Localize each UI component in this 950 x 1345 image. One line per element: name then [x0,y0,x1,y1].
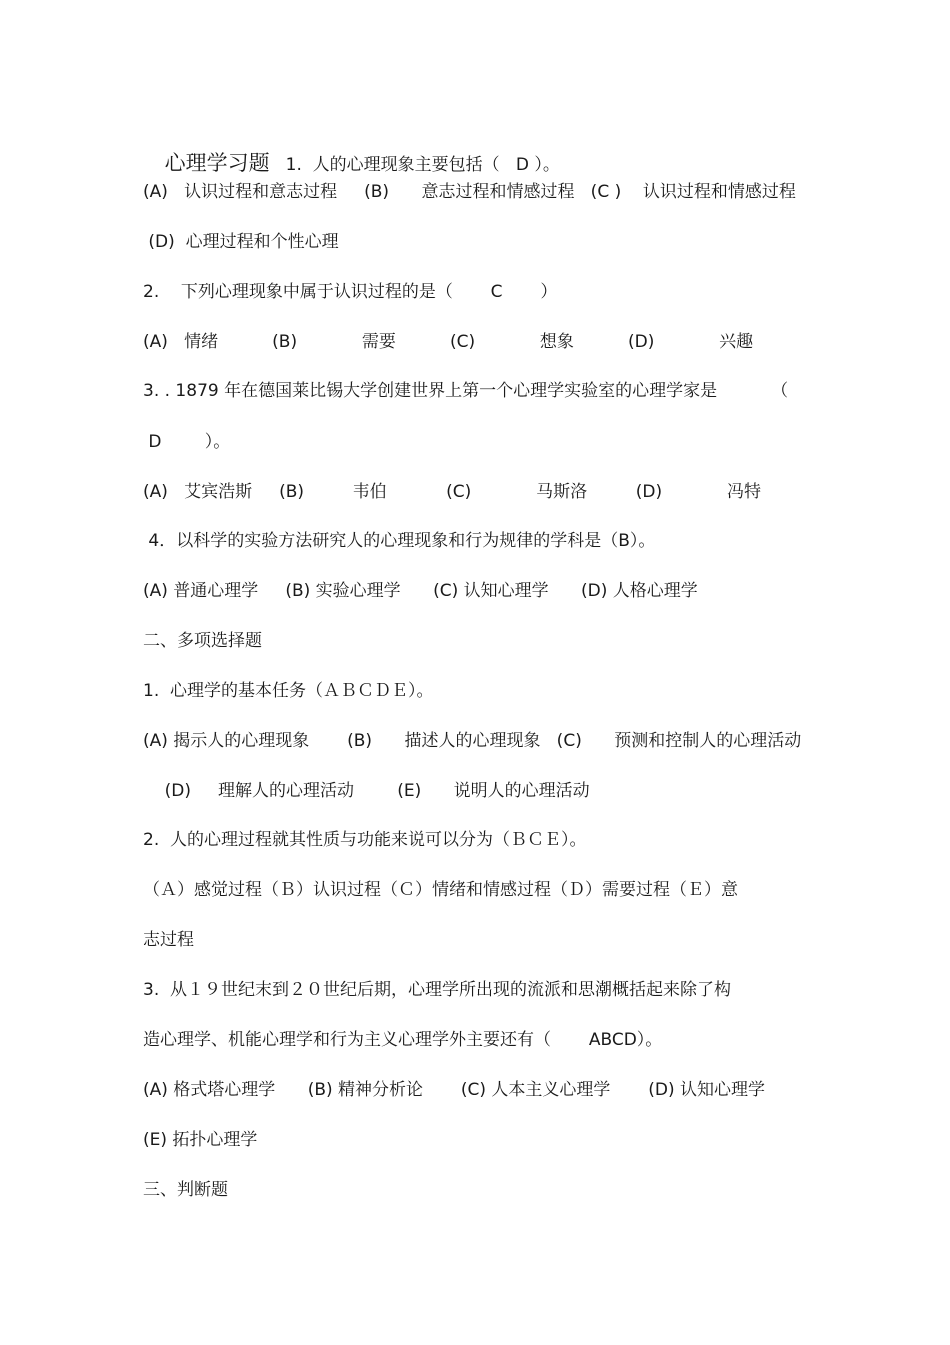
section-multiple-choice-heading: 二、多项选择题 [143,631,262,651]
question-2-options: (A) 情绪 (B) 需要 (C) 想象 (D) 兴趣 [143,332,754,352]
question-4-options: (A) 普通心理学 (B) 实验心理学 (C) 认知心理学 (D) 人格心理学 [143,581,698,601]
question-3-answer: D ）。 [143,432,231,452]
question-2-stem: 2. 下列心理现象中属于认识过程的是（ C ） [143,282,558,302]
question-1-stem: 1. 人的心理现象主要包括（ D ）。 [285,155,560,175]
question-1-option-d: (D) 心理过程和个性心理 [143,232,339,252]
section-true-false-heading: 三、判断题 [143,1180,228,1200]
question-1-options-a-c: (A) 认识过程和意志过程 (B) 意志过程和情感过程 (C ) 认识过程和情感过程 [143,182,796,202]
mc-question-2-options: （Ａ）感觉过程（Ｂ）认识过程（Ｃ）情绪和情感过程（Ｄ）需要过程（Ｅ）意 [143,880,738,900]
mc-question-3-option-e: (E) 拓扑心理学 [143,1130,258,1150]
mc-question-2-stem: 2. 人的心理过程就其性质与功能来说可以分为（ＢＣＥ）。 [143,830,587,850]
mc-question-2-options-cont: 志过程 [143,930,194,950]
question-3-options: (A) 艾宾浩斯 (B) 韦伯 (C) 马斯洛 (D) 冯特 [143,482,761,502]
mc-question-3-options-a-d: (A) 格式塔心理学 (B) 精神分析论 (C) 人本主义心理学 (D) 认知心理学 [143,1080,766,1100]
question-4-stem: 4．以科学的实验方法研究人的心理现象和行为规律的学科是（B）。 [143,531,656,551]
mc-question-1-options-d-e: (D) 理解人的心理活动 (E) 说明人的心理活动 [143,781,590,801]
mc-question-3-stem: 3. 从１９世纪末到２０世纪后期，心理学所出现的流派和思潮概括起来除了构 [143,980,732,1000]
document-title: 心理学习题 [164,151,270,175]
question-3-stem: 3. . 1879 年在德国莱比锡大学创建世界上第一个心理学实验室的心理学家是 （ [143,381,789,401]
mc-question-3-stem-cont: 造心理学、机能心理学和行为主义心理学外主要还有（ ABCD）。 [143,1030,663,1050]
mc-question-1-options-a-c: (A) 揭示人的心理现象 (B) 描述人的心理现象 (C) 预测和控制人的心理活动 [143,731,802,751]
mc-question-1-stem: 1. 心理学的基本任务（ＡＢＣＤＥ）。 [143,681,434,701]
